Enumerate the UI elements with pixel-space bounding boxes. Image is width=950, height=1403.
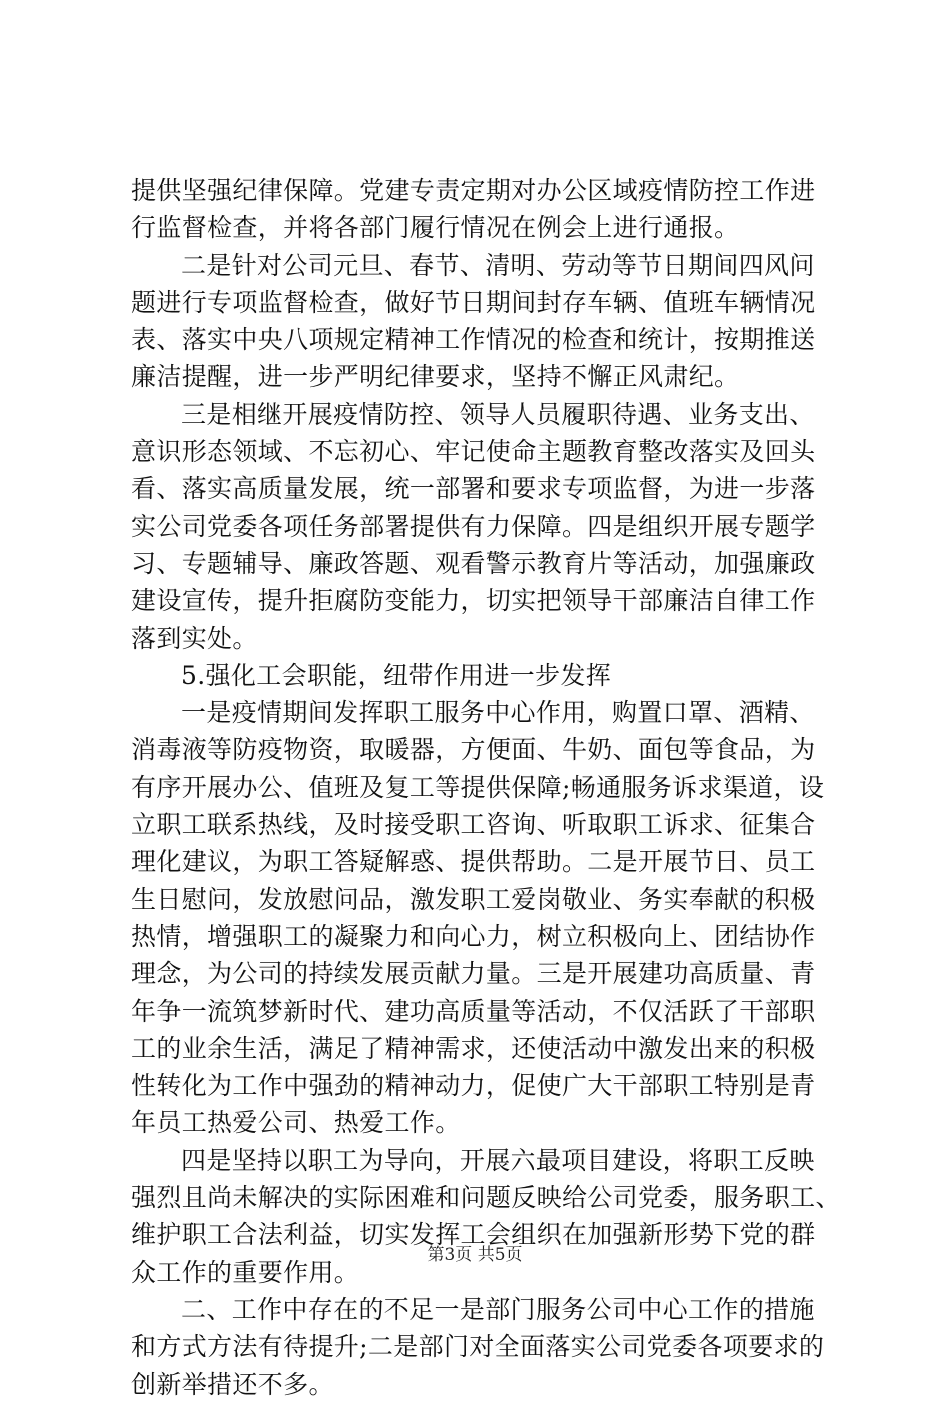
text-line: 廉洁提醒，进一步严明纪律要求，坚持不懈正风肃纪。 <box>131 362 740 392</box>
section-heading: 5.强化工会职能，纽带作用进一步发挥 <box>181 660 612 690</box>
text-line: 立职工联系热线，及时接受职工咨询、听取职工诉求、征集合 <box>131 810 816 840</box>
paragraph-start-line: 四是坚持以职工为导向，开展六最项目建设，将职工反映 <box>181 1145 815 1175</box>
paragraph-start-line: 一是疫情期间发挥职工服务中心作用，购置口罩、酒精、 <box>181 698 815 728</box>
text-line: 实公司党委各项任务部署提供有力保障。四是组织开展专题学 <box>131 511 816 541</box>
text-line: 理念，为公司的持续发展贡献力量。三是开展建功高质量、青 <box>131 959 816 989</box>
text-line: 意识形态领域、不忘初心、牢记使命主题教育整改落实及回头 <box>131 437 816 467</box>
text-line: 维护职工合法利益，切实发挥工会组织在加强新形势下党的群 <box>131 1220 816 1250</box>
text-line: 题进行专项监督检查，做好节日期间封存车辆、值班车辆情况 <box>131 287 816 317</box>
paragraph-start-line: 三是相继开展疫情防控、领导人员履职待遇、业务支出、 <box>181 399 815 429</box>
text-line: 行监督检查，并将各部门履行情况在例会上进行通报。 <box>131 213 740 243</box>
text-line: 生日慰问，发放慰问品，激发职工爱岗敬业、务实奉献的积极 <box>131 884 816 914</box>
text-line: 建设宣传，提升拒腐防变能力，切实把领导干部廉洁自律工作 <box>131 586 816 616</box>
text-line: 和方式方法有待提升;二是部门对全面落实公司党委各项要求的 <box>131 1332 825 1362</box>
text-line: 性转化为工作中强劲的精神动力，促使广大干部职工特别是青 <box>131 1071 816 1101</box>
text-line: 年员工热爱公司、热爱工作。 <box>131 1108 461 1138</box>
text-line: 工的业余生活，满足了精神需求，还使活动中激发出来的积极 <box>131 1033 816 1063</box>
text-line: 热情，增强职工的凝聚力和向心力，树立积极向上、团结协作 <box>131 921 816 951</box>
paragraph-start-line: 二、工作中存在的不足一是部门服务公司中心工作的措施 <box>181 1294 815 1324</box>
text-line: 消毒液等防疫物资，取暖器，方便面、牛奶、面包等食品，为 <box>131 735 816 765</box>
text-line: 习、专题辅导、廉政答题、观看警示教育片等活动，加强廉政 <box>131 548 816 578</box>
text-line: 看、落实高质量发展，统一部署和要求专项监督，为进一步落 <box>131 474 816 504</box>
paragraph-start-line: 二是针对公司元旦、春节、清明、劳动等节日期间四风问 <box>181 250 815 280</box>
text-line: 理化建议，为职工答疑解惑、提供帮助。二是开展节日、员工 <box>131 847 816 877</box>
text-line: 提供坚强纪律保障。党建专责定期对办公区域疫情防控工作进 <box>131 176 816 205</box>
text-line: 年争一流筑梦新时代、建功高质量等活动，不仅活跃了干部职 <box>131 996 816 1026</box>
text-line: 创新举措还不多。 <box>131 1369 334 1399</box>
text-line: 落到实处。 <box>131 623 258 653</box>
page-number-footer: 第3页 共5页 <box>427 1245 523 1265</box>
text-line: 表、落实中央八项规定精神工作情况的检查和统计，按期推送 <box>131 325 816 355</box>
text-line: 有序开展办公、值班及复工等提供保障;畅通服务诉求渠道，设 <box>131 772 825 802</box>
document-body <box>131 172 839 1403</box>
text-line: 强烈且尚未解决的实际困难和问题反映给公司党委，服务职工、 <box>131 1183 841 1213</box>
text-line: 众工作的重要作用。 <box>131 1257 360 1287</box>
